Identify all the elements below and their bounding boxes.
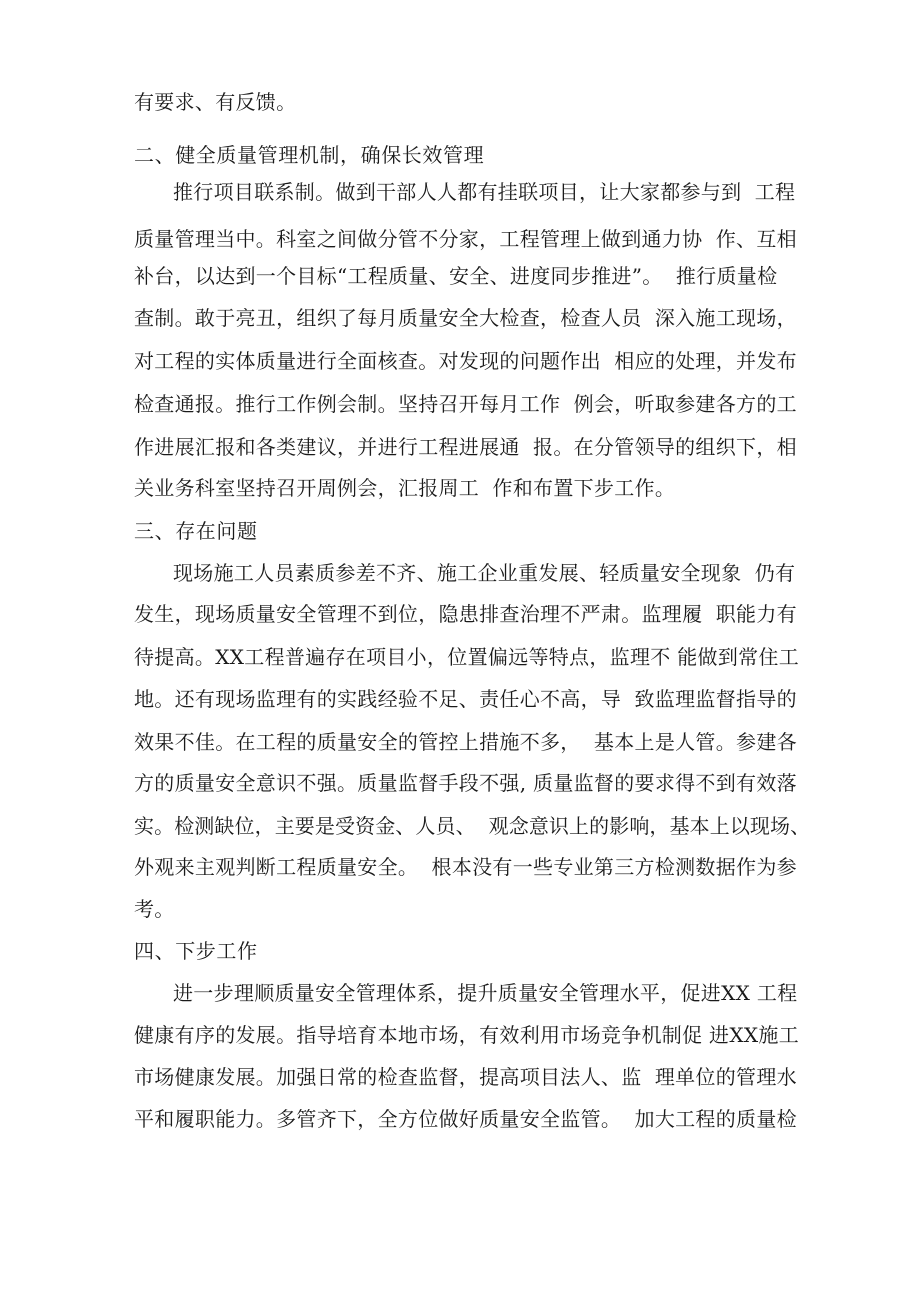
- body-text-line: 考。: [134, 897, 175, 921]
- body-text-line: 有要求、有反馈。: [134, 90, 297, 114]
- body-text-line: 方的质量安全意识不强。质量监督手段不强, 质量监督的要求得不到有效落: [134, 771, 797, 795]
- body-text-line: 质量管理当中。科室之间做分管不分家，工程管理上做到通力协 作、互相: [134, 227, 797, 251]
- body-text-line: 补台，以达到一个目标“工程质量、安全、进度同步推进”。 推行质量检: [134, 264, 778, 288]
- section-heading: 二、健全质量管理机制，确保长效管理: [134, 143, 485, 167]
- body-text-line: 推行项目联系制。做到干部人人都有挂联项目，让大家都参与到 工程: [173, 180, 796, 204]
- body-text-line: 地。还有现场监理有的实践经验不足、责任心不高，导 致监理监督指导的: [134, 687, 797, 711]
- body-text-line: 检查通报。推行工作例会制。坚持召开每月工作 例会，听取参建各方的工: [134, 392, 797, 416]
- body-text-line: 平和履职能力。多管齐下，全方位做好质量安全监管。 加大工程的质量检: [134, 1107, 797, 1131]
- body-text-line: 外观来主观判断工程质量安全。 根本没有一些专业第三方检测数据作为参: [134, 855, 797, 879]
- section-heading: 四、下步工作: [134, 939, 258, 963]
- body-text-line: 查制。敢于亮丑，组织了每月质量安全大检查，检查人员 深入施工现场，: [134, 306, 797, 330]
- body-text-line: 作进展汇报和各类建议，并进行工程进展通 报。在分管领导的组织下，相: [134, 435, 797, 459]
- body-text-line: 效果不佳。在工程的质量安全的管控上措施不多， 基本上是人管。参建各: [134, 730, 797, 754]
- body-text-line: 对工程的实体质量进行全面核查。对发现的问题作出 相应的处理，并发布: [134, 349, 797, 373]
- body-text-line: 待提高。XX工程普遍存在项目小，位置偏远等特点，监理不 能做到常住工: [134, 645, 800, 669]
- body-text-line: 现场施工人员素质参差不齐、施工企业重发展、轻质量安全现象 仍有: [173, 561, 796, 585]
- body-text-line: 进一步理顺质量安全管理体系，提升质量安全管理水平，促进XX 工程: [173, 981, 798, 1005]
- body-text-line: 发生，现场质量安全管理不到位，隐患排查治理不严肃。监理履 职能力有: [134, 602, 797, 626]
- body-text-line: 市场健康发展。加强日常的检查监督，提高项目法人、监 理单位的管理水: [134, 1065, 797, 1089]
- body-text-line: 实。检测缺位，主要是受资金、人员、 观念意识上的影响，基本上以现场、: [134, 814, 811, 838]
- body-text-line: 关业务科室坚持召开周例会，汇报周工 作和布置下步工作。: [134, 476, 676, 500]
- section-heading: 三、存在问题: [134, 519, 258, 543]
- body-text-line: 健康有序的发展。指导培育本地市场，有效利用市场竞争机制促 进XX施工: [134, 1023, 800, 1047]
